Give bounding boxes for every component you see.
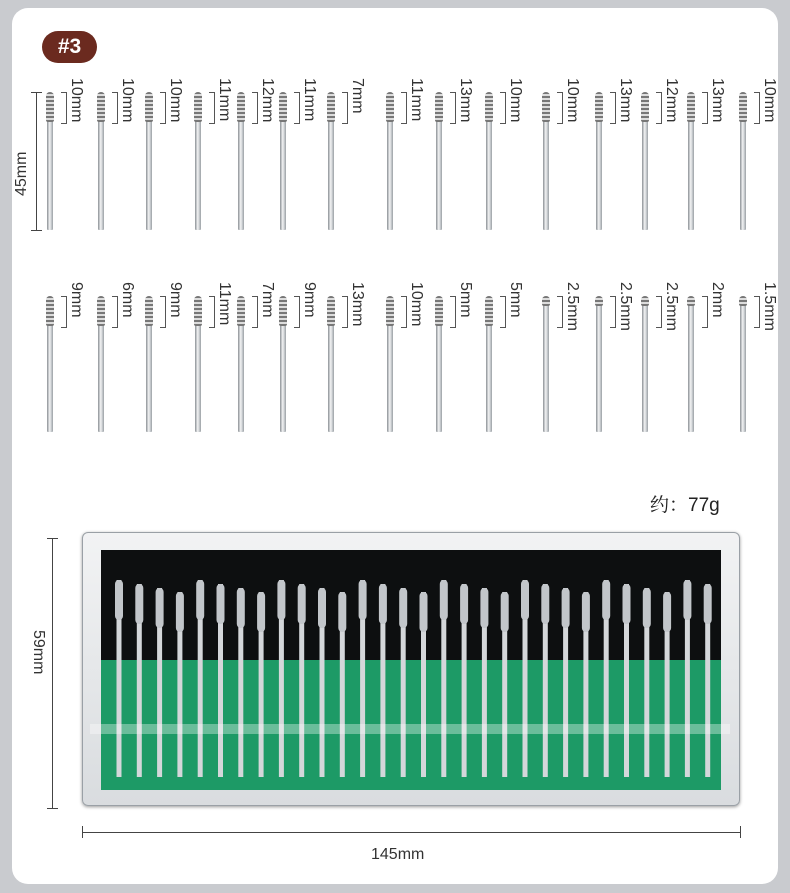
- top-bit-head-5: [237, 92, 245, 122]
- top-bit-head-12: [595, 92, 603, 122]
- top-size-bracket-7: [342, 92, 348, 124]
- length-dimension-tick-bottom: [31, 230, 42, 231]
- top-size-bracket-14: [702, 92, 708, 124]
- weight-label: 约：77g: [650, 495, 720, 516]
- bottom-size-label-4: 11mm: [216, 282, 233, 326]
- case-bit-head: [562, 588, 570, 628]
- top-bit-head-13: [641, 92, 649, 122]
- case-bit-head: [135, 584, 143, 624]
- bottom-bit-14: [688, 296, 694, 432]
- case-bit-head: [582, 592, 590, 632]
- top-size-bracket-4: [209, 92, 215, 124]
- bottom-bit-head-13: [641, 296, 649, 306]
- bottom-size-label-14: 2mm: [709, 282, 726, 318]
- bottom-size-bracket-4: [209, 296, 215, 328]
- top-bit-head-7: [327, 92, 335, 122]
- bottom-size-label-5: 7mm: [259, 282, 276, 318]
- bottom-size-bracket-13: [656, 296, 662, 328]
- bottom-bit-head-14: [687, 296, 695, 306]
- case-bit-head: [501, 592, 509, 632]
- case-bit-head: [359, 580, 367, 620]
- bottom-bit-head-15: [739, 296, 747, 306]
- bottom-bit-head-8: [386, 296, 394, 326]
- top-size-bracket-10: [500, 92, 506, 124]
- top-size-bracket-15: [754, 92, 760, 124]
- top-size-bracket-6: [294, 92, 300, 124]
- bottom-size-label-7: 13mm: [349, 282, 366, 327]
- top-size-label-5: 12mm: [259, 78, 276, 123]
- bottom-size-label-2: 6mm: [119, 282, 136, 318]
- top-bit-head-1: [46, 92, 54, 122]
- bottom-bit-head-12: [595, 296, 603, 306]
- cased-bits: [101, 550, 721, 790]
- case-bit-head: [420, 592, 428, 632]
- top-bit-head-11: [542, 92, 550, 122]
- bottom-size-bracket-3: [160, 296, 166, 328]
- bottom-bit-head-11: [542, 296, 550, 306]
- bottom-size-bracket-8: [401, 296, 407, 328]
- box-height-tick-top: [47, 538, 58, 539]
- top-size-label-6: 11mm: [301, 78, 318, 122]
- bottom-bit-head-9: [435, 296, 443, 326]
- box-width-tick-right: [740, 826, 741, 838]
- case-bit-head: [237, 588, 245, 628]
- bottom-bit-head-7: [327, 296, 335, 326]
- bottom-size-bracket-6: [294, 296, 300, 328]
- top-size-bracket-8: [401, 92, 407, 124]
- bottom-size-label-15: 1.5mm: [761, 282, 778, 331]
- top-size-label-9: 13mm: [457, 78, 474, 123]
- top-size-label-13: 12mm: [663, 78, 680, 123]
- top-size-label-15: 10mm: [761, 78, 778, 123]
- bottom-size-bracket-10: [500, 296, 506, 328]
- bottom-size-bracket-9: [450, 296, 456, 328]
- bottom-size-bracket-7: [342, 296, 348, 328]
- box-height-label: 59mm: [30, 630, 47, 675]
- case-bit-head: [115, 580, 123, 620]
- top-size-label-11: 10mm: [564, 78, 581, 123]
- case-bit-head: [298, 584, 306, 624]
- case-bit-head: [318, 588, 326, 628]
- case-bit-head: [176, 592, 184, 632]
- case-bit-head: [460, 584, 468, 624]
- box-height-line: [52, 538, 53, 808]
- top-bit-head-14: [687, 92, 695, 122]
- top-bit-head-6: [279, 92, 287, 122]
- bottom-size-label-1: 9mm: [68, 282, 85, 318]
- case-bit-head: [683, 580, 691, 620]
- length-dimension-line: [36, 92, 37, 230]
- top-bit-head-10: [485, 92, 493, 122]
- length-dimension-tick-top: [31, 92, 42, 93]
- case-bit-head: [379, 584, 387, 624]
- bottom-bit-head-3: [145, 296, 153, 326]
- bottom-bit-head-5: [237, 296, 245, 326]
- bottom-size-label-12: 2.5mm: [617, 282, 634, 331]
- top-bit-head-15: [739, 92, 747, 122]
- bottom-size-bracket-12: [610, 296, 616, 328]
- box-height-tick-bottom: [47, 808, 58, 809]
- bottom-bit-head-1: [46, 296, 54, 326]
- bottom-bit-11: [543, 296, 549, 432]
- set-number-badge: #3: [42, 31, 97, 63]
- bottom-size-label-11: 2.5mm: [564, 282, 581, 331]
- top-size-bracket-12: [610, 92, 616, 124]
- bottom-size-bracket-14: [702, 296, 708, 328]
- top-bit-head-8: [386, 92, 394, 122]
- bottom-bit-head-10: [485, 296, 493, 326]
- case-bit-head: [521, 580, 529, 620]
- bottom-bit-head-6: [279, 296, 287, 326]
- case-bit-head: [623, 584, 631, 624]
- bottom-bit-13: [642, 296, 648, 432]
- case-bit-head: [257, 592, 265, 632]
- bottom-size-label-10: 5mm: [507, 282, 524, 318]
- top-size-bracket-9: [450, 92, 456, 124]
- bottom-size-bracket-5: [252, 296, 258, 328]
- bottom-size-label-9: 5mm: [457, 282, 474, 318]
- top-bit-head-2: [97, 92, 105, 122]
- top-size-bracket-13: [656, 92, 662, 124]
- box-width-label: 145mm: [371, 846, 425, 863]
- case-bit-head: [643, 588, 651, 628]
- bottom-size-bracket-1: [61, 296, 67, 328]
- case-interior: [101, 550, 721, 790]
- bottom-bit-head-4: [194, 296, 202, 326]
- case-bit-head: [399, 588, 407, 628]
- case-bit-head: [602, 580, 610, 620]
- bottom-bit-15: [740, 296, 746, 432]
- top-size-bracket-5: [252, 92, 258, 124]
- top-size-bracket-11: [557, 92, 563, 124]
- top-size-bracket-2: [112, 92, 118, 124]
- bottom-size-label-3: 9mm: [167, 282, 184, 318]
- top-size-label-7: 7mm: [349, 78, 366, 114]
- bottom-size-bracket-2: [112, 296, 118, 328]
- case-bit-head: [277, 580, 285, 620]
- top-size-label-3: 10mm: [167, 78, 184, 123]
- case-bit-head: [156, 588, 164, 628]
- bottom-size-bracket-11: [557, 296, 563, 328]
- case-bit-head: [196, 580, 204, 620]
- top-size-label-8: 11mm: [408, 78, 425, 122]
- top-size-bracket-1: [61, 92, 67, 124]
- bottom-bit-12: [596, 296, 602, 432]
- top-size-label-12: 13mm: [617, 78, 634, 123]
- bottom-size-label-6: 9mm: [301, 282, 318, 318]
- case-retainer-bar: [90, 724, 730, 734]
- bottom-size-label-8: 10mm: [408, 282, 425, 327]
- bottom-size-label-13: 2.5mm: [663, 282, 680, 331]
- top-bit-head-9: [435, 92, 443, 122]
- top-bit-head-4: [194, 92, 202, 122]
- case-bit-head: [217, 584, 225, 624]
- top-size-label-2: 10mm: [119, 78, 136, 123]
- top-size-bracket-3: [160, 92, 166, 124]
- box-width-line: [82, 832, 740, 833]
- length-label: 45mm: [13, 151, 30, 196]
- case-bit-head: [704, 584, 712, 624]
- case-bit-head: [440, 580, 448, 620]
- top-size-label-4: 11mm: [216, 78, 233, 122]
- top-size-label-14: 13mm: [709, 78, 726, 123]
- case-bit-head: [480, 588, 488, 628]
- case-bit-head: [541, 584, 549, 624]
- box-width-tick-left: [82, 826, 83, 838]
- bottom-size-bracket-15: [754, 296, 760, 328]
- top-bit-head-3: [145, 92, 153, 122]
- top-size-label-1: 10mm: [68, 78, 85, 123]
- case-bit-head: [663, 592, 671, 632]
- bottom-bit-head-2: [97, 296, 105, 326]
- top-size-label-10: 10mm: [507, 78, 524, 123]
- case-bit-head: [338, 592, 346, 632]
